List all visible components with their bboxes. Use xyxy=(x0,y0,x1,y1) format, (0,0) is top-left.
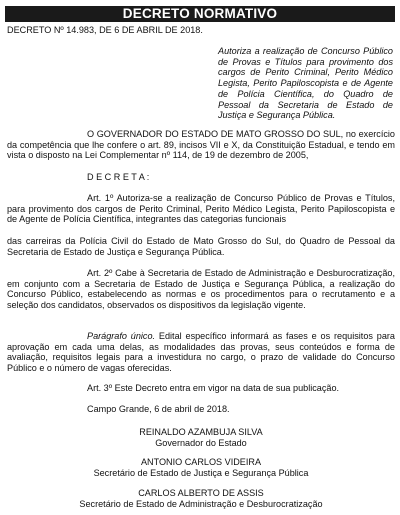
article-1-paragraph: Art. 1º Autoriza-se a realização de Concurso Público de Provas e Títulos, para provimento dos cargos de Perito Criminal, Perito Médico Legista, Perito Papiloscopista e de Agente de Polícia Científica, integrantes das categorias funcionais xyxy=(7,193,395,225)
document-title: DECRETO NORMATIVO xyxy=(5,6,395,22)
article-1-continuation: das carreiras da Polícia Civil do Estado de Mato Grosso do Sul, do Quadro de Pessoal da Secretaria de Estado de Justiça e Segurança Pública. xyxy=(7,236,395,257)
signature-governor xyxy=(7,427,395,448)
signature-role: Secretário de Estado de Justiça e Segurança Pública xyxy=(93,467,309,478)
signature-justice-secretary xyxy=(7,457,395,478)
decree-summary: Autoriza a realização de Concurso Público de Provas e Títulos para provimento dos cargos de Perito Criminal, Perito Médico Legista, Perito Papiloscopista e de Agente de Polícia Científica, do Quadro de Pessoal da Secretaria de Estado de Justiça e Segurança Pública. xyxy=(218,46,393,121)
sole-paragraph-text: Edital específico informará as fases e os requisitos para aprovação em cada uma delas, as modalidades das provas, seus conteúdos e forma de avaliação, requisitos legais para a investidura no cargo, o prazo de validade do Concurso Público e o número de vagas oferecidas. xyxy=(7,331,395,373)
preamble-paragraph: O GOVERNADOR DO ESTADO DE MATO GROSSO DO SUL, no exercício da competência que lhe confere o art. 89, incisos VII e X, da Constituição Estadual, e tendo em vista o disposto na Lei Complementar nº 114, de 19 de dezembro de 2005, xyxy=(7,129,395,161)
decreta-heading: D E C R E T A : xyxy=(87,172,150,182)
sole-paragraph-label: Parágrafo único. xyxy=(87,331,156,341)
place-date: Campo Grande, 6 de abril de 2018. xyxy=(87,404,230,414)
signature-role: Governador do Estado xyxy=(155,437,247,448)
signature-name: CARLOS ALBERTO DE ASSIS xyxy=(138,488,264,498)
signature-role: Secretário de Estado de Administração e Desburocratização xyxy=(79,498,323,509)
signature-name: REINALDO AZAMBUJA SILVA xyxy=(139,427,263,437)
signature-name: ANTONIO CARLOS VIDEIRA xyxy=(140,457,262,467)
article-3-paragraph: Art. 3º Este Decreto entra em vigor na data de sua publicação. xyxy=(87,383,340,393)
decree-number-line: DECRETO Nº 14.983, DE 6 DE ABRIL DE 2018. xyxy=(7,25,203,35)
signature-administration-secretary xyxy=(7,488,395,509)
sole-paragraph xyxy=(7,331,395,373)
article-2-paragraph: Art. 2º Cabe à Secretaria de Estado de Administração e Desburocratização, em conjunto com a Secretaria de Estado de Justiça e Segurança Pública, a realização do Concurso Público, estabelecendo as normas e os procedimentos para o recrutamento e a seleção dos candidatos, observados os dispositivos da legislação vigente. xyxy=(7,268,395,310)
